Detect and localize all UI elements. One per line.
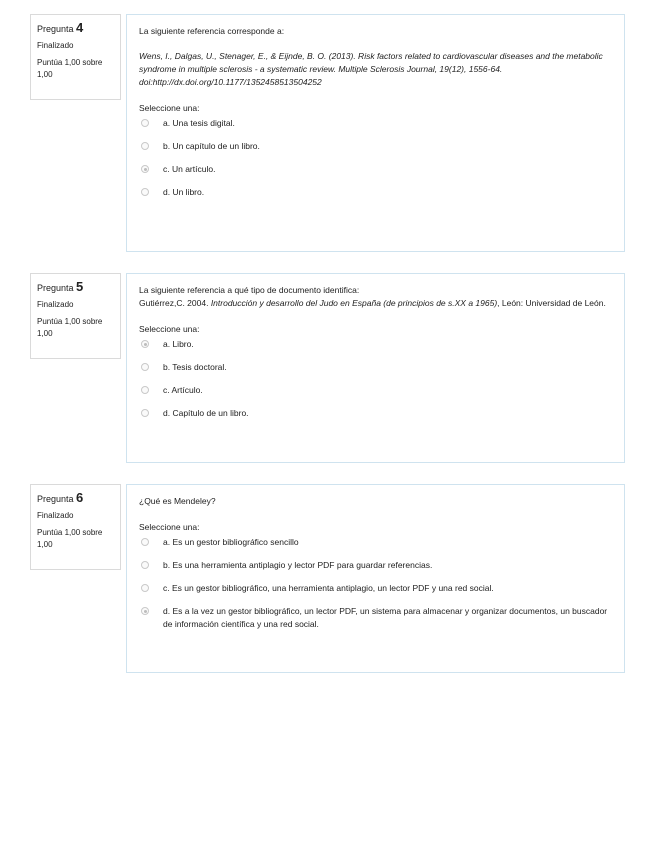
question-grade: Puntúa 1,00 sobre 1,00: [37, 528, 103, 549]
question-grade: Puntúa 1,00 sobre 1,00: [37, 58, 103, 79]
prompt-label: Seleccione una:: [139, 324, 200, 334]
radio-button-selected[interactable]: [141, 165, 149, 173]
answer-option-a[interactable]: a. Libro.: [139, 338, 612, 351]
radio-button-selected[interactable]: [141, 340, 149, 348]
question-state: Finalizado: [37, 300, 74, 309]
answer-option-b[interactable]: b. Tesis doctoral.: [139, 361, 612, 374]
radio-button[interactable]: [141, 584, 149, 592]
answer-option-d[interactable]: d. Es a la vez un gestor bibliográfico, un lector PDF, un sistema para almacenar y organizar documentos, un buscador de información científica y una red social.: [139, 605, 612, 631]
answer-option-a[interactable]: a. Es un gestor bibliográfico sencillo: [139, 536, 612, 549]
radio-button[interactable]: [141, 409, 149, 417]
answer-option-c[interactable]: c. Un artículo.: [139, 163, 612, 176]
answer-option-b[interactable]: b. Un capítulo de un libro.: [139, 140, 612, 153]
answer-option-d[interactable]: d. Un libro.: [139, 186, 612, 199]
question-number: Pregunta 6: [37, 490, 84, 505]
question-content: [126, 14, 625, 252]
radio-button[interactable]: [141, 386, 149, 394]
radio-button[interactable]: [141, 142, 149, 150]
question-state: Finalizado: [37, 511, 74, 520]
question-content: [126, 484, 625, 673]
question-text: La siguiente referencia a qué tipo de documento identifica: Gutiérrez,C. 2004. Introducción y desarrollo del Judo en España (de principios de s.XX a 1965), León: Universidad de León.: [139, 284, 612, 310]
answer-option-d[interactable]: d. Capítulo de un libro.: [139, 407, 612, 420]
radio-button[interactable]: [141, 561, 149, 569]
question-number: Pregunta 4: [37, 20, 84, 35]
question-content: [126, 273, 625, 463]
question-info: [30, 14, 121, 100]
prompt-label: Seleccione una:: [139, 522, 200, 532]
prompt-label: Seleccione una:: [139, 103, 200, 113]
answer-option-a[interactable]: a. Una tesis digital.: [139, 117, 612, 130]
radio-button[interactable]: [141, 119, 149, 127]
answer-option-b[interactable]: b. Es una herramienta antiplagio y lector PDF para guardar referencias.: [139, 559, 612, 572]
radio-button[interactable]: [141, 188, 149, 196]
reference-text: Gutiérrez,C. 2004. Introducción y desarrollo del Judo en España (de principios de s.XX a 1965), León: Universidad de León.: [139, 298, 606, 308]
question-text: ¿Qué es Mendeley?: [139, 496, 216, 506]
question-number: Pregunta 5: [37, 279, 84, 294]
radio-button[interactable]: [141, 363, 149, 371]
answer-option-c[interactable]: c. Es un gestor bibliográfico, una herramienta antiplagio, un lector PDF y una red social.: [139, 582, 612, 595]
answer-option-c[interactable]: c. Artículo.: [139, 384, 612, 397]
question-grade: Puntúa 1,00 sobre 1,00: [37, 317, 103, 338]
reference-text: Wens, I., Dalgas, U., Stenager, E., & Eijnde, B. O. (2013). Risk factors related to cardiovascular diseases and the metabolic syndrome in multiple sclerosis - a systematic review. Multiple Sclerosis Journal, 19(12), 1556-64. doi:http://dx.doi.org/10.1177/1352458513504252: [139, 51, 603, 87]
question-info: [30, 273, 121, 359]
radio-button-selected[interactable]: [141, 607, 149, 615]
question-state: Finalizado: [37, 41, 74, 50]
question-info: [30, 484, 121, 570]
question-text: La siguiente referencia corresponde a: Wens, I., Dalgas, U., Stenager, E., & Eijnde, B. O. (2013). Risk factors related to cardiovascular diseases and the metabolic syndrome in multiple sclerosis - a systematic review. Multiple Sclerosis Journal, 19(12), 1556-64. doi:http://dx.doi.org/10.1177/1352458513504252: [139, 25, 612, 89]
radio-button[interactable]: [141, 538, 149, 546]
